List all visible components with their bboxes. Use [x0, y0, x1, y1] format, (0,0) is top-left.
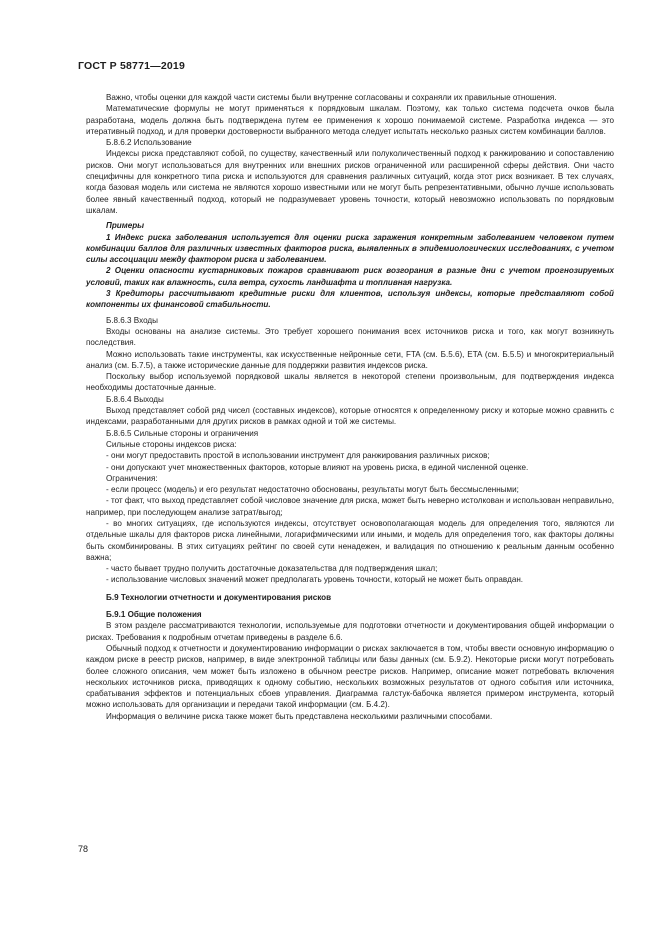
paragraph: Информация о величине риска также может быть представлена несколькими различными способами.: [106, 711, 493, 721]
list-item: - если процесс (модель) и его результат недостаточно обоснованы, результаты могут быть бессмысленными;: [106, 485, 519, 495]
paragraph: Обычный подход к отчетности и документированию информации о рисках заключается в том, чтобы ввести основную информацию о каждом риске в реестр рисков, например, в виде электронной таблицы или базы данных (см. Б.9.2). Некоторые риски могут потребовать более сложного описания, чем может быть изложено в обычном реестре рисков. Например, описание может потребовать включения нескольких источников риска, приводящих к одному событию, нескольких возможных результатов от одного события или источника, срабатывания эффектов и потенциальных сбоев управления. Диаграмма галстук-бабочка является примером инструмента, который можно использовать для организации и передачи такой информации (см. Б.4.2).: [86, 643, 614, 710]
paragraph: Важно, чтобы оценки для каждой части системы были внутренне согласованы и сохраняли их правильные отношения.: [106, 93, 557, 102]
paragraph: Выход представляет собой ряд чисел (составных индексов), которые относятся к определенному риску и которые можно сравнить с индексами, разработанными для других рисков в рамках одной и той же системы.: [86, 406, 614, 427]
subsection-heading: Б.8.6.5 Сильные стороны и ограничения: [106, 428, 259, 438]
section-heading: Б.9 Технологии отчетности и документирования рисков: [106, 592, 332, 602]
subsection-heading: Б.8.6.3 Входы: [106, 315, 158, 325]
paragraph: В этом разделе рассматриваются технологии, используемые для подготовки отчетности и документирования общей информации о рисках. Требования к подробным отчетам приведены в разделе 6.6.: [86, 621, 614, 642]
list-item: - тот факт, что выход представляет собой числовое значение для риска, может быть неверно истолкован и использован неправильно, например, при последующем анализе затрат/выгод;: [86, 496, 614, 517]
document-header: ГОСТ Р 58771—2019: [78, 60, 186, 72]
example-item: 2 Оценки опасности кустарниковых пожаров сравнивают риск возгорания в разные дни с учетом прогнозируемых условий, таких как влажность, сила ветра, сухость ландшафта и топливная нагрузка.: [86, 266, 614, 287]
subsection-heading: Б.9.1 Общие положения: [106, 610, 202, 620]
list-item: - часто бывает трудно получить достаточные доказательства для подтверждения шкал;: [106, 564, 438, 574]
page-number: 78: [78, 844, 89, 854]
list-item: - во многих ситуациях, где используются индексы, отсутствует основополагающая модель для определения того, являются ли отдельные шкалы для факторов риска линейными, логарифмическими или иными, и модель для определения того, как факторы должны быть скомбинированы. В этих ситуациях рейтинг по своей сути ненадежен, и валидация по отношению к реальным данным особенно важна;: [86, 518, 614, 562]
list-item: - они могут предоставить простой в использовании инструмент для ранжирования различных рисков;: [106, 451, 490, 461]
list-item: - использование числовых значений может предполагать уровень точности, который не может быть оправдан.: [106, 575, 524, 585]
subsection-heading: Б.8.6.4 Выходы: [106, 394, 164, 404]
paragraph: Математические формулы не могут применяться к порядковым шкалам. Поэтому, как только система подсчета очков была разработана, модель должна быть подтверждена путем ее применения к хорошо понимаемой системе. Разработка индекса — это итеративный подход, и для проверки достоверности выбранного метода следует испытать несколько разных систем комбинации баллов.: [86, 104, 614, 136]
page-body: [86, 92, 614, 722]
list-item: - они допускают учет множественных факторов, которые влияют на уровень риска, в единой численной оценке.: [106, 462, 529, 472]
examples-title: Примеры: [106, 221, 145, 231]
paragraph: Поскольку выбор используемой порядковой шкалы является в некоторой степени произвольным, для подтверждения индекса необходимы достаточные данные.: [86, 372, 614, 393]
example-item: 3 Кредиторы рассчитывают кредитные риски для клиентов, используя индексы, которые представляют собой компоненты их финансовой стабильности.: [86, 289, 614, 310]
example-item: 1 Индекс риска заболевания используется для оценки риска заражения конкретным заболеванием человеком путем комбинации баллов для различных известных факторов риска, выявленных в эпидемиологических исследованиях, с учетом силы ассоциации между фактором риска и заболеванием.: [86, 232, 614, 265]
subsection-heading: Б.8.6.2 Использование: [106, 138, 192, 148]
paragraph: Входы основаны на анализе системы. Это требует хорошего понимания всех источников риска и того, как могут возникнуть последствия.: [86, 326, 614, 348]
paragraph: Можно использовать такие инструменты, как искусственные нейронные сети, FTA (см. Б.5.6), ETA (см. Б.5.5) и многокритериальный анализ (см. Б.7.5), а также исторические данные для поддержки развития индексов риска.: [86, 349, 614, 370]
paragraph: Сильные стороны индексов риска:: [106, 439, 237, 449]
paragraph: Ограничения:: [106, 473, 158, 483]
paragraph: Индексы риска представляют собой, по существу, качественный или полуколичественный подход к ранжированию и сопоставлению рисков. Они могут использоваться для внутренних или внешних рисков ограниченной или расширенной сферы действия. Они часто специфичны для конкретного типа риска и используются для сравнения различных ситуаций, когда этот риск возникает. В тех случаях, когда базовая модель или система не являются хорошо известными или не могут быть репрезентативными, обычно лучше использовать более явный качественный подход, который не подразумевает уровень точности, который невозможно использовать по порядковым шкалам.: [86, 149, 614, 215]
